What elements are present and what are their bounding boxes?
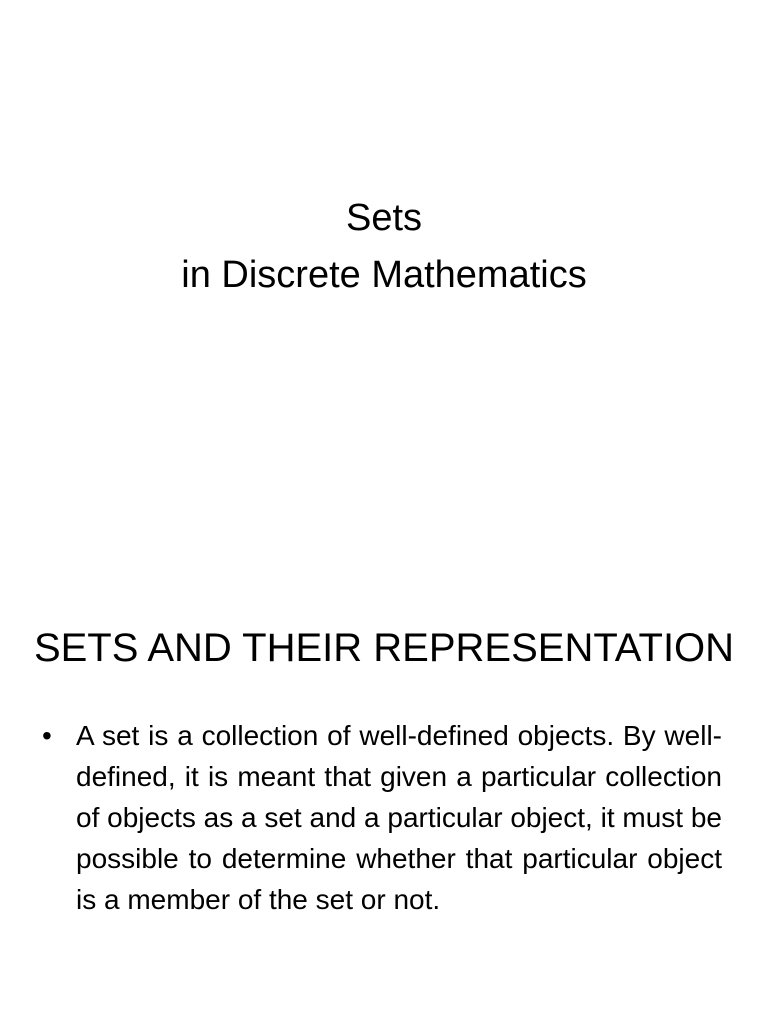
slide-subtitle: in Discrete Mathematics: [181, 254, 587, 296]
content-slide: [0, 576, 768, 1024]
section-heading: SETS AND THEIR REPRESENTATION: [33, 626, 735, 670]
bullet-list: [40, 715, 722, 920]
bullet-text: A set is a collection of well-defined objects. By well-defined, it is meant that given a particular collection of objects as a set and a particular object, it must be possible to determine whether that particular object is a member of the set or not.: [76, 720, 722, 915]
bullet-item: [40, 715, 722, 920]
slide-title: Sets: [345, 197, 423, 239]
bullet-marker: •: [42, 720, 52, 751]
title-block: [0, 190, 768, 304]
